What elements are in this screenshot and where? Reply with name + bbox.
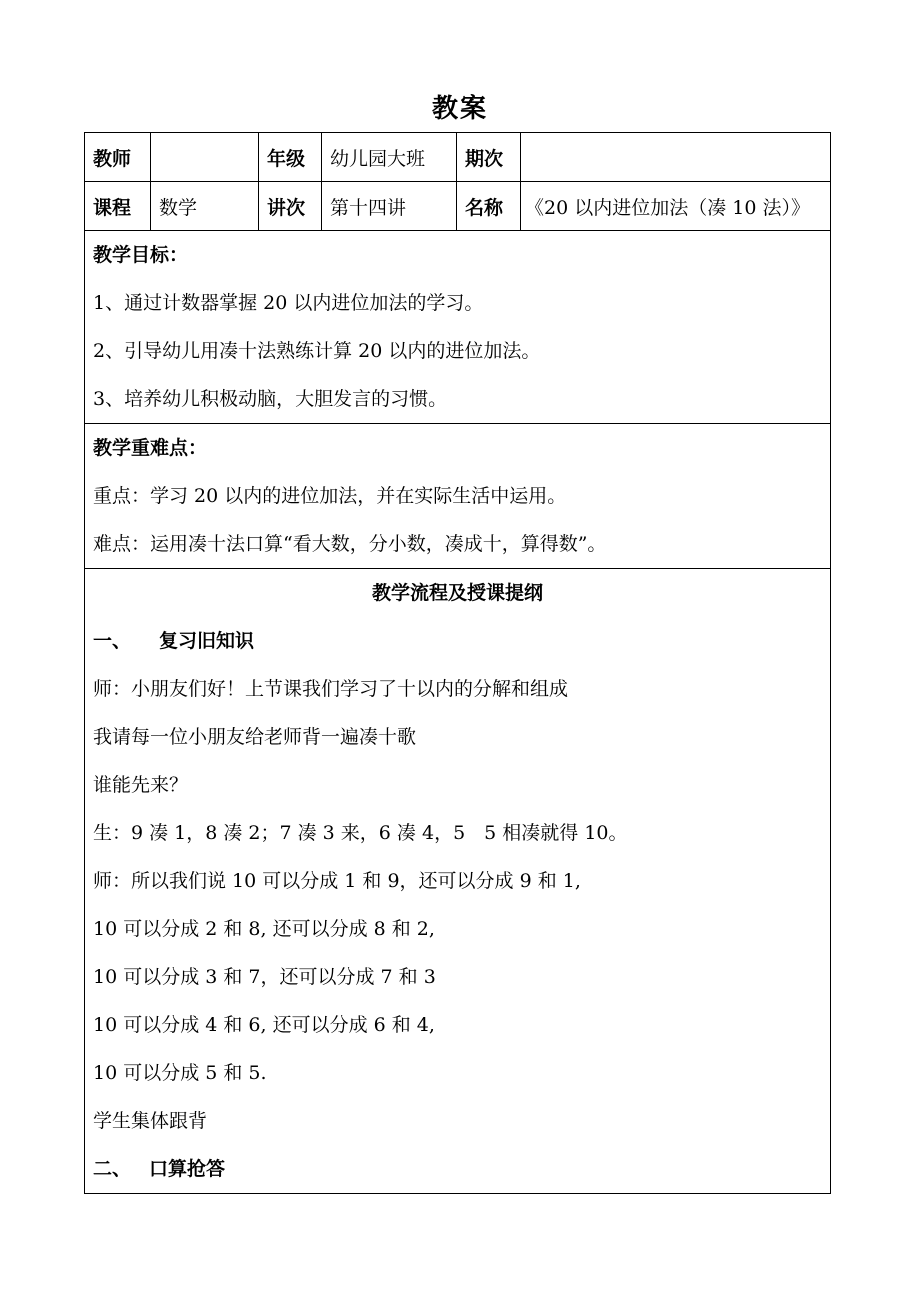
process-line: 学生集体跟背 bbox=[93, 1110, 208, 1132]
process-line: 10 可以分成 2 和 8, 还可以分成 8 和 2, bbox=[93, 918, 435, 940]
teacher-label: 教师 bbox=[85, 133, 151, 182]
objectives-heading: 教学目标： bbox=[93, 244, 189, 266]
section-1-title: 复习旧知识 bbox=[159, 630, 255, 652]
name-label: 名称 bbox=[457, 182, 521, 231]
objective-item: 1、通过计数器掌握 20 以内进位加法的学习。 bbox=[93, 292, 484, 314]
objectives-section bbox=[85, 231, 831, 424]
process-line: 10 可以分成 3 和 7，还可以分成 7 和 3 bbox=[93, 966, 436, 988]
lesson-plan-table bbox=[84, 132, 831, 1194]
course-value: 数学 bbox=[151, 182, 259, 231]
key-point-item: 重点：学习 20 以内的进位加法，并在实际生活中运用。 bbox=[93, 485, 567, 507]
section-2-number: 二、 bbox=[93, 1158, 132, 1180]
key-points-section bbox=[85, 424, 831, 569]
key-point-item: 难点：运用凑十法口算“看大数，分小数，凑成十，算得数”。 bbox=[93, 533, 607, 555]
section-2-title: 口算抢答 bbox=[149, 1158, 226, 1180]
process-line: 师：所以我们说 10 可以分成 1 和 9，还可以分成 9 和 1, bbox=[93, 870, 581, 892]
period-label: 期次 bbox=[457, 133, 521, 182]
process-line: 师：小朋友们好！上节课我们学习了十以内的分解和组成 bbox=[93, 678, 569, 700]
process-line: 谁能先来？ bbox=[93, 774, 189, 796]
grade-label: 年级 bbox=[259, 133, 322, 182]
page-title: 教案 bbox=[431, 94, 488, 124]
grade-value: 幼儿园大班 bbox=[322, 133, 457, 182]
process-line: 生：9 凑 1，8 凑 2；7 凑 3 来，6 凑 4，5 5 相凑就得 10。 bbox=[93, 822, 628, 844]
section-1-heading bbox=[93, 617, 822, 665]
key-points-heading: 教学重难点： bbox=[93, 437, 208, 459]
period-value bbox=[521, 133, 831, 182]
objective-item: 3、培养幼儿积极动脑，大胆发言的习惯。 bbox=[93, 388, 448, 410]
lecture-value: 第十四讲 bbox=[322, 182, 457, 231]
process-line: 10 可以分成 4 和 6, 还可以分成 6 和 4, bbox=[93, 1014, 435, 1036]
objective-item: 2、引导幼儿用凑十法熟练计算 20 以内的进位加法。 bbox=[93, 340, 541, 362]
course-label: 课程 bbox=[85, 182, 151, 231]
section-1-number: 一、 bbox=[93, 630, 132, 652]
teacher-value bbox=[151, 133, 259, 182]
process-heading: 教学流程及授课提纲 bbox=[371, 582, 543, 604]
process-line: 10 可以分成 5 和 5. bbox=[93, 1062, 267, 1084]
process-line: 我请每一位小朋友给老师背一遍凑十歌 bbox=[93, 726, 417, 748]
process-section bbox=[85, 569, 831, 1194]
key-points-row bbox=[85, 424, 831, 569]
name-value: 《20 以内进位加法（凑 10 法）》 bbox=[521, 182, 831, 231]
objectives-row bbox=[85, 231, 831, 424]
section-2-heading bbox=[93, 1145, 822, 1193]
process-row bbox=[85, 569, 831, 1194]
header-row-1 bbox=[85, 133, 831, 182]
header-row-2 bbox=[85, 182, 831, 231]
lecture-label: 讲次 bbox=[259, 182, 322, 231]
